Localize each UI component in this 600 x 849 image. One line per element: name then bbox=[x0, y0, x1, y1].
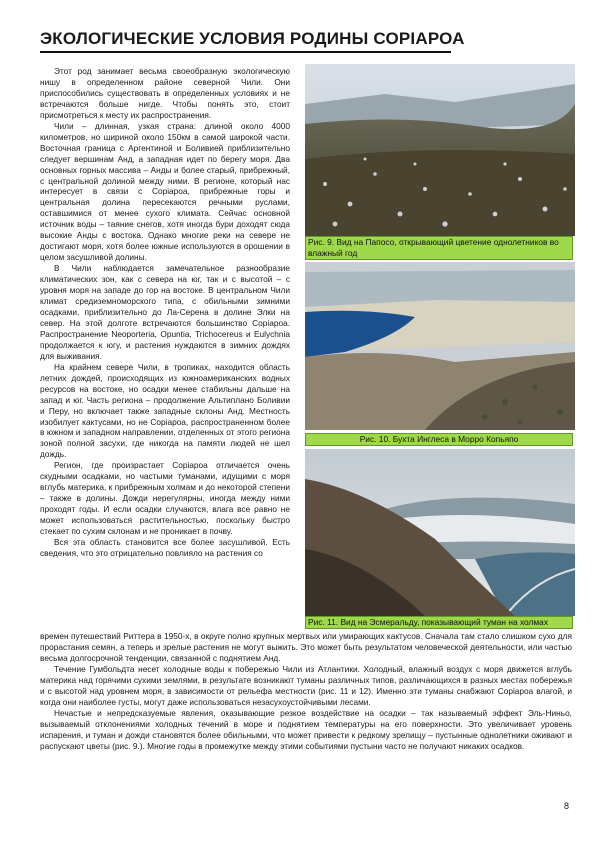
full-width-text bbox=[40, 631, 572, 751]
figure-9-photo bbox=[305, 64, 575, 236]
figure-11-photo bbox=[305, 449, 575, 616]
text-column bbox=[40, 66, 290, 559]
paragraph: Вся эта область становится все более засушливой. Есть сведения, что это отрицательно повлияло на растения со bbox=[40, 536, 290, 558]
page-title: ЭКОЛОГИЧЕСКИЕ УСЛОВИЯ РОДИНЫ СОРIАРОА bbox=[40, 29, 465, 48]
paragraph: Регион, где произрастает Copiapoa отличается очень скудными осадками, но частыми туманами, идущими с моря вглубь материка, к прибрежным холмам и до некоторой степени – также в долины. Дожди нерегулярны, иногда между ними проходят годы. И если осадки случаются, влага все равно не может использоваться растительностью, поскольку быстро стекает по сухим склонам и не проникает в почву. bbox=[40, 460, 290, 537]
figure-10-photo bbox=[305, 262, 575, 430]
paragraph: Нечастые и непредсказуемые явления, оказывающие резкое воздействие на осадки – так называемый эффект Эль-Ниньо, вызываемый отклонениями холодных течений в море и поднятием температуры на его поверхности. Это увеличивает уровень испарения, и туман и дожди становятся более обильными, что может привести к редкому зрелищу – пустынные однолетники оживают и распускают цветы (рис. 9.). Многие годы в промежутке между этими событиями пустыни часто не получают никаких осадков. bbox=[40, 707, 572, 751]
paragraph: времен путешествий Риттера в 1950-х, в округе полно крупных мертвых или умирающих кактусов. Сначала там стало слишком сухо для прорастания семян, а теперь и зрелые растения не могут выжить. Это может быть результатом человеческой деятельности, или частью весьма долгосрочной тенденции, связанной с поднятием Анд. bbox=[40, 631, 572, 663]
paragraph: На крайнем севере Чили, в тропиках, находится область летних дождей, происходящих из южноамериканских водных ресурсов на востоке, но осадки менее стабильны дальше на запад и юг. Часть региона – продолжение Альтиплано Боливии и Перу, но включает также западные склоны Анд. Местность изобилует кактусами, но не Copiapoa, распространенном более в южном и западном направлении, отделенных от этого региона зоной полной засухи, где никогда на памяти людей не шел дождь. bbox=[40, 361, 290, 460]
paragraph: Чили – длинная, узкая страна: длиной около 4000 километров, но шириной около 150км в самой широкой части. Восточная граница с Аргентиной и Боливией приблизительно следует вершинам Анд, а западная идет по берегу моря. Два основных горных массива – Анды и более старый, прибрежный, с центральной долиной между ними. В регионе, который нас интересует в связи с Copiapoa, прибрежные горы и центральная долина пересекаются речными руслами, оставшимися от менее сухого климата. Сейчас основной источник воды – таяние снегов, хотя иногда бури доходят сюда высокие Анды с востока. Однако многие реки на севере не достигают моря, хотя более южные используются в орошении в целом засушливой долины. bbox=[40, 120, 290, 263]
figure-11-caption: Рис. 11. Вид на Эсмеральду, показывающий туман на холмах bbox=[305, 616, 573, 629]
paragraph: Течение Гумбольдта несет холодные воды к побережью Чили из Атлантики. Холодный, влажный воздух с моря движется вглубь материка над горячими сухими землями, в результате возникают туманы различных типов, различающихся в разных местах побережья и с высотой над уровнем моря, в зависимости от рельефа местности (рис. 11 и 12). Именно эти туманы снабжают Copiapoa влагой, и когда они наиболее густы, могут даже использоваться незасухоустойчивыми лесами. bbox=[40, 663, 572, 707]
paragraph: В Чили наблюдается замечательное разнообразие климатических зон, как с севера на юг, так и с высотой – с уровня моря на западе до гор на востоке. В центральном Чили климат средиземноморского типа, с обильными зимними осадками, приблизительно до Ла-Серена в долине Элки на север. На этой долготе встречаются большинство Copiapoa. Распространение Neoporteria, Opuntia, Trichocereus и Eulychnia продолжается к югу, и растения нуждаются в зимних дождях для выживания. bbox=[40, 263, 290, 361]
figure-9-caption: Рис. 9. Вид на Папосо, открывающий цветение однолетников во влажный год bbox=[305, 236, 573, 260]
page-number: 8 bbox=[564, 801, 570, 811]
figure-10-caption: Рис. 10. Бухта Инглеса в Морро Копьяпо bbox=[305, 433, 573, 446]
paragraph: Этот род занимает весьма своеобразную экологическую нишу в определенном районе северной Чили. Они приспособились существовать в определенных условиях и не встречаются больше нигде. Чтобы понять это, стоит присмотреться к месту их распространения. bbox=[40, 66, 290, 120]
title-underline bbox=[40, 51, 451, 53]
